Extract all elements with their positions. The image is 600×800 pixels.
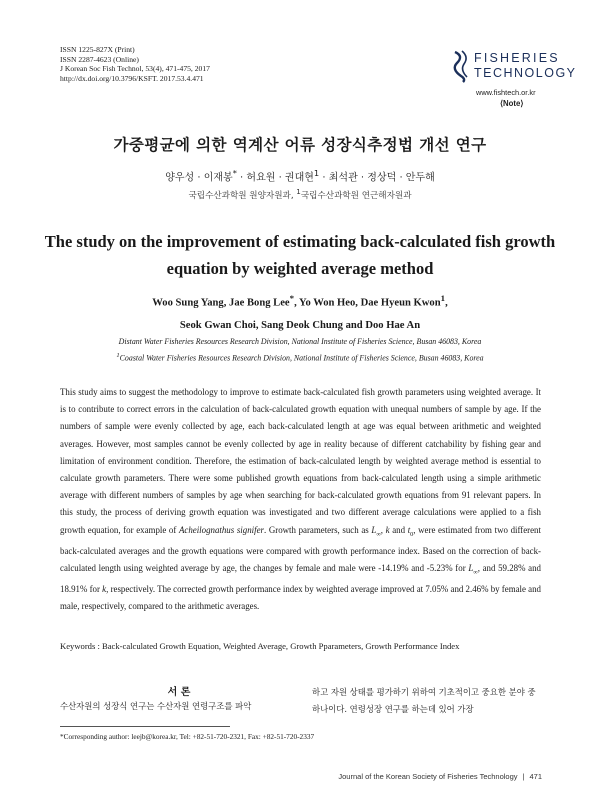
korean-authors (0, 168, 600, 183)
citation: J Korean Soc Fish Technol, 53(4), 471-475, 2017 (60, 64, 210, 74)
abstract-text: , were estimated from two different back-calculated averages and the growth equations were compared with growth performance index. Based on the correction of back-calculated length using weighted average by age, the changes by female and male were -14.19% and -5.23% for (60, 524, 541, 573)
korean-authors-part: · 최석관 · 정상덕 · 안두해 (319, 172, 435, 184)
english-affiliation-2-text: Coastal Water Fisheries Resources Research Division, National Institute of Fisheries Science, Busan 46083, Korea (119, 353, 484, 363)
body-text-left: 수산자원의 성장식 연구는 수산자원 연령구조를 파악 (60, 701, 252, 711)
english-authors-line: Seok Gwan Choi, Sang Deok Chung and Doo Hae An (179, 319, 421, 331)
english-title-line: The study on the improvement of estimating back-calculated fish growth (44, 232, 556, 251)
symbol-infinity: ∞ (473, 568, 478, 576)
english-affiliation-2 (20, 349, 580, 365)
logo-text-fisheries: FISHERIES (474, 51, 560, 65)
species-name: Acheilognathus signifer (178, 524, 264, 535)
english-affiliation-1: Distant Water Fisheries Resources Research Division, National Institute of Fisheries Science, Busan 46083, Korea (118, 337, 482, 346)
journal-logo (452, 48, 577, 112)
abstract-text: , (380, 524, 386, 535)
korean-authors-part: 양우성 · 이재봉 (165, 172, 233, 184)
korean-authors-part: · 허요원 · 권대현 (236, 172, 314, 184)
body-text-right: 하고 자원 상태를 평가하기 위하여 기초적이고 중요한 분야 중 하나이다. 연령성장 연구를 하는데 있어 가장 (312, 687, 536, 714)
body-left-column (60, 683, 298, 715)
journal-url[interactable]: www.fishtech.or.kr (476, 88, 536, 97)
abstract-text: , and 59.28% and 18.91% for (60, 562, 541, 594)
symbol-infinity: ∞ (376, 530, 381, 538)
footnote-divider (60, 726, 230, 727)
logo-text-technology: TECHNOLOGY (474, 66, 577, 80)
symbol-l: L (468, 562, 474, 573)
page-footer (338, 772, 542, 781)
author-names: , (445, 297, 448, 309)
keywords: Keywords : Back-calculated Growth Equation, Weighted Average, Growth Pparameters, Growth Performance Index (60, 641, 460, 651)
korean-title: 가중평균에 의한 역계산 어류 성장식추정법 개선 연구 (113, 136, 487, 154)
symbol-l: L (371, 524, 377, 535)
affiliation-mark: 1 (296, 187, 301, 196)
fish-wave-logo-icon (452, 48, 472, 84)
journal-name: Journal of the Korean Society of Fisheries Technology (338, 772, 518, 781)
corresponding-author-footnote: *Corresponding author: leejb@korea.kr, Tel: +82-51-720-2321, Fax: +82-51-720-2337 (60, 732, 315, 741)
english-title (30, 228, 570, 282)
english-authors (20, 287, 580, 337)
abstract-text: and (389, 524, 408, 535)
symbol-zero: 0 (410, 530, 414, 538)
footer-separator: | (522, 772, 525, 781)
section-heading-introduction: 서 론 (167, 687, 191, 698)
doi-link[interactable]: http://dx.doi.org/10.3796/KSFT. 2017.53.4.471 (60, 73, 204, 83)
symbol-t: t (407, 524, 411, 535)
symbol-k: k (102, 583, 107, 594)
abstract-text: . Growth parameters, such as (263, 524, 372, 535)
korean-affiliations (0, 187, 600, 201)
issn-online: ISSN 2287-4623 (Online) (60, 54, 139, 64)
author-names: , Yo Won Heo, Dae Hyeun Kwon (294, 297, 441, 309)
english-title-line: equation by weighted average method (166, 259, 434, 278)
affiliation-mark: 1 (116, 351, 120, 359)
issn-print: ISSN 1225-827X (Print) (60, 45, 135, 54)
publication-metadata (60, 45, 210, 83)
english-authors-line (20, 287, 580, 315)
korean-affiliation-2: 국립수산과학원 연근해자원과 (300, 190, 412, 201)
author-names: Woo Sung Yang, Jae Bong Lee (152, 297, 290, 309)
affiliation-mark: 1 (313, 168, 320, 178)
abstract-text: , respectively. The corrected growth performance index by weighted average improved at 7.05% and 2.46% by female and male, respectively, compared to the arithmetic averages. (60, 583, 541, 611)
article-type-note: ⟨Note⟩ (500, 99, 524, 108)
abstract-text: This study aims to suggest the methodology to improve to estimate back-calculated fish growth parameters using weighted average. It is to contribute to correct errors in the calculation of back-calculated growth equation with unequal numbers of sample by age. If the numbers of sample were evenly collected by age, each back-calculated length at age was equal between arithmetic and weighted averages. However, most samples cannot be evenly collected by age in reality because of different catchability by fishing gear and limitation of environment condition. Therefore, the estimation of back-calculated length by weighted average method is essential to calculate growth parameters. There were some published growth equations from back-calculated length using a simple arithmetic average with different numbers of samples by age when searching for back-calculated growth equations from 91 relevant papers. In this study, the process of deriving growth equation was investigated and two different average calculations were applied to a fish growth equation, for example of (60, 387, 541, 535)
page-number: 471 (529, 772, 542, 781)
corresponding-mark: * (289, 293, 295, 303)
english-affiliations (20, 335, 580, 365)
affiliation-mark: 1 (440, 293, 446, 303)
abstract (60, 384, 541, 615)
corresponding-mark: * (232, 168, 237, 178)
korean-affiliation-1: 국립수산과학원 원양자원과, (188, 190, 297, 201)
symbol-k: k (385, 524, 390, 535)
